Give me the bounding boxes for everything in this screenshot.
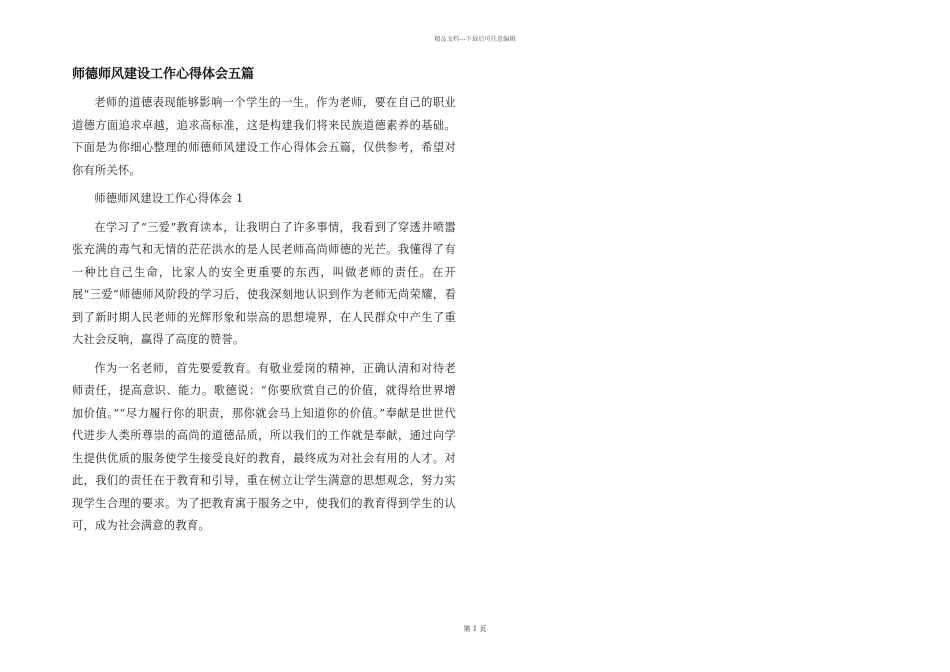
- document-title: 师德师风建设工作心得体会五篇: [72, 67, 255, 82]
- page-number: 第 1 页: [463, 625, 487, 633]
- body-paragraph: 作为一名老师，首先要爱教育。有敬业爱岗的精神，正确认清和对待老师责任，提高意识、能力。歌德说：“你要欣赏自己的价值，就得给世界增加价值。”“尽力履行你的职责，那你就会马上知道你的价值。”奉献是世世代代进步人类所尊崇的高尚的道德品质，所以我们的工作就是奉献，通过向学生提供优质的服务使学生接受良好的教育，最终成为对社会有用的人才。对此，我们的责任在于教育和引导，重在树立让学生满意的思想观念，努力实现学生合理的要求。为了把教育寓于服务之中，使我们的教育得到学生的认可，成为社会满意的教育。: [72, 361, 456, 532]
- intro-paragraph: 老师的道德表现能够影响一个学生的一生。作为老师，要在自己的职业道德方面追求卓越，追求高标准，这是构建我们将来民族道德素养的基础。下面是为你细心整理的师德师风建设工作心得体会五篇，仅供参考，希望对你有所关怀。: [72, 96, 456, 177]
- section-title: 师德师风建设工作心得体会 1: [94, 192, 244, 205]
- document-body: [72, 64, 456, 544]
- header-note: 精品文档---下载后可任意编辑: [434, 36, 516, 43]
- body-paragraph: 在学习了“三爱”教育读本，让我明白了许多事情，我看到了穿透井喷嚣张充满的毒气和无情的茫茫洪水的是人民老师高尚师德的光芒。我懂得了有一种比自己生命，比家人的安全更重要的东西，叫做老师的责任。在开展“三爱”师德师风阶段的学习后，使我深刻地认识到作为老师无尚荣耀，看到了新时期人民老师的光辉形象和崇高的思想境界，在人民群众中产生了重大社会反响，赢得了高度的赞誉。: [72, 220, 456, 346]
